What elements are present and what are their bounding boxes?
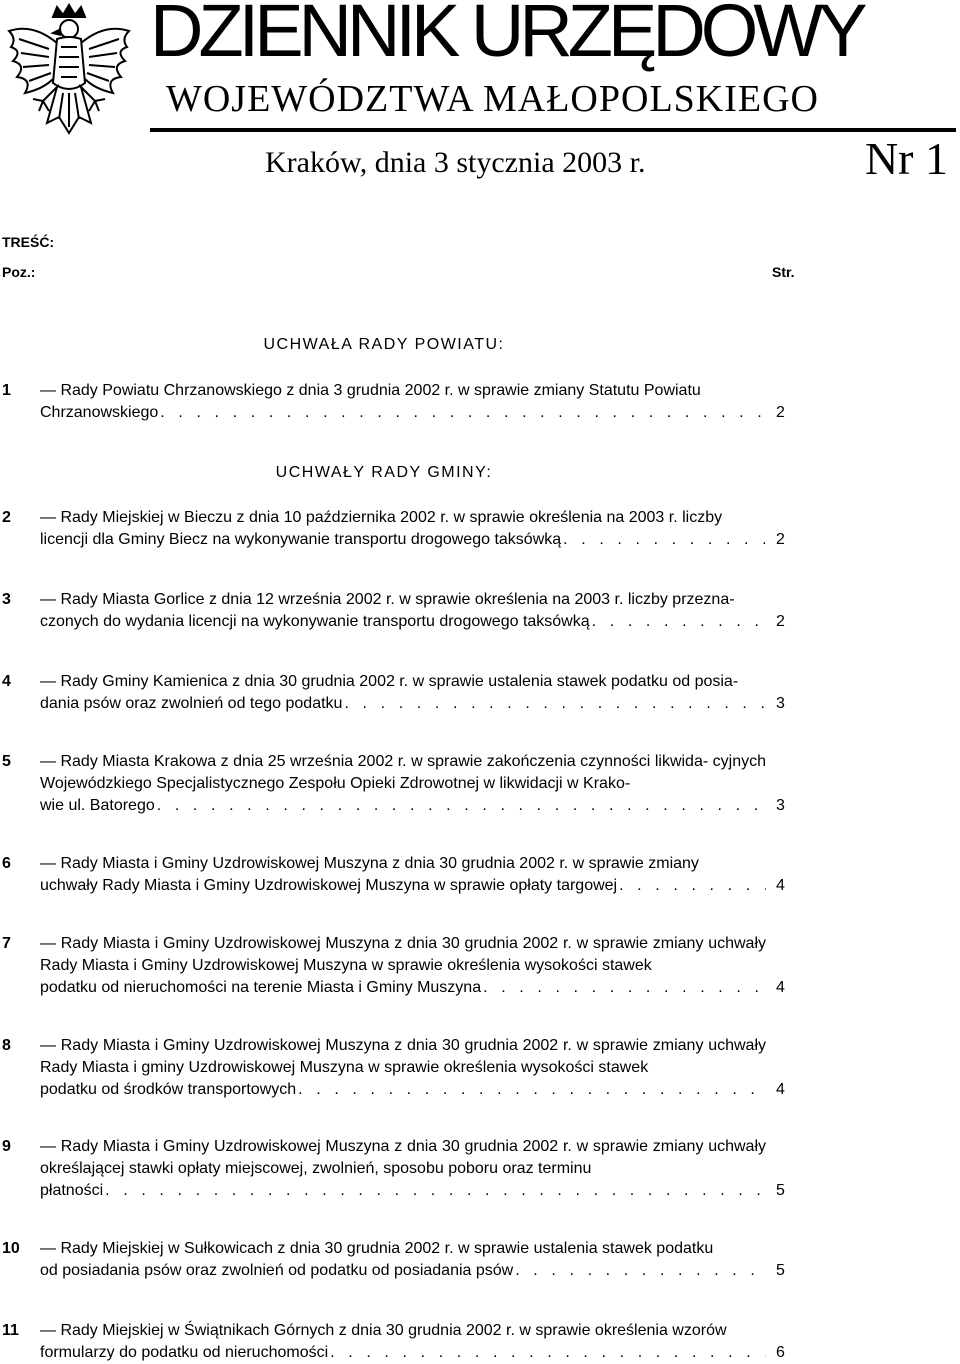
entry-number: 5 [2, 753, 11, 770]
leader-dots [344, 693, 766, 715]
leader-dots [160, 402, 766, 424]
section-heading: UCHWAŁA RADY POWIATU: [263, 336, 505, 353]
position-column-label: Poz.: [2, 264, 36, 280]
entry-page: 4 [776, 979, 785, 996]
entry-text-end: wie ul. Batorego [40, 797, 155, 814]
contents-label: TREŚĆ: [2, 234, 55, 250]
entry-text-end: podatku od środków transportowych [40, 1081, 297, 1098]
entry-number: 9 [2, 1138, 11, 1155]
entry-number: 10 [2, 1240, 20, 1257]
entry-text: — Rady Miejskiej w Sułkowicach z dnia 30 grudnia 2002 r. w sprawie ustalenia stawek podatku [40, 1240, 714, 1257]
entry-page: 3 [776, 695, 785, 712]
issue-number: Nr 1 [864, 133, 948, 184]
entry-text: — Rady Gminy Kamienica z dnia 30 grudnia 2002 r. w sprawie ustalenia stawek podatku od posia- [40, 673, 739, 690]
header-divider [150, 128, 956, 132]
entry-text-end: płatności [40, 1182, 104, 1199]
entry-text-end: od posiadania psów oraz zwolnień od podatku od posiadania psów [40, 1262, 514, 1279]
dateline: Kraków, dnia 3 stycznia 2003 r. [265, 146, 646, 179]
entry-text: — Rady Miasta i Gminy Uzdrowiskowej Muszyna z dnia 30 grudnia 2002 r. w sprawie zmiany uchwały Rady Miasta i gminy Uzdrowiskowej Muszyna w sprawie określenia wysokości stawek [40, 1037, 766, 1076]
entry-page: 2 [776, 613, 785, 630]
leader-dots [157, 795, 766, 817]
entry-number: 4 [2, 673, 11, 690]
entry-number: 8 [2, 1037, 11, 1054]
entry-page: 2 [776, 404, 785, 421]
entry-text-end: podatku od nieruchomości na terenie Miasta i Gminy Muszyna [40, 979, 482, 996]
entry-text: — Rady Miasta i Gminy Uzdrowiskowej Muszyna z dnia 30 grudnia 2002 r. w sprawie zmiany uchwały Rady Miasta i Gminy Uzdrowiskowej Muszyna w sprawie określenia wysokości stawek [40, 935, 766, 974]
toc-entry[interactable] [2, 1320, 785, 1364]
entry-text: — Rady Powiatu Chrzanowskiego z dnia 3 grudnia 2002 r. w sprawie zmiany Statutu Powiatu [40, 382, 701, 399]
entry-page: 5 [776, 1182, 785, 1199]
entry-page: 3 [776, 797, 785, 814]
entry-text-end: licencji dla Gminy Biecz na wykonywanie transportu drogowego taksówką [40, 531, 562, 548]
leader-dots [298, 1079, 766, 1101]
page-column-label: Str. [772, 264, 795, 280]
entry-number: 3 [2, 591, 11, 608]
toc-entry[interactable] [2, 589, 785, 633]
entry-number: 7 [2, 935, 11, 952]
toc-entry[interactable] [2, 1136, 785, 1202]
entry-text: — Rady Miasta Krakowa z dnia 25 września 2002 r. w sprawie zakończenia czynności likwida- cyjnych Wojewódzkiego Specjalistycznego Zespołu Opieki Zdrowotnej w likwidacji w Krako- [40, 753, 766, 792]
toc-entry[interactable] [2, 853, 785, 897]
leader-dots [483, 977, 766, 999]
entry-page: 6 [776, 1344, 785, 1361]
polish-eagle-emblem-icon [3, 3, 135, 151]
entry-text-end: formularzy do podatku od nieruchomości [40, 1344, 329, 1361]
toc-entry[interactable] [2, 1238, 785, 1282]
leader-dots [515, 1260, 766, 1282]
entry-page: 4 [776, 1081, 785, 1098]
leader-dots [105, 1180, 766, 1202]
leader-dots [619, 875, 766, 897]
entry-text: — Rady Miejskiej w Bieczu z dnia 10 października 2002 r. w sprawie określenia na 2003 r. liczby [40, 509, 723, 526]
toc-entry[interactable] [2, 751, 785, 817]
toc-entry[interactable] [2, 933, 785, 999]
entry-number: 11 [2, 1322, 19, 1339]
entry-page: 5 [776, 1262, 785, 1279]
entry-number: 1 [2, 382, 11, 399]
publication-subtitle: WOJEWÓDZTWA MAŁOPOLSKIEGO [166, 78, 819, 120]
leader-dots [592, 611, 766, 633]
entry-number: 2 [2, 509, 11, 526]
leader-dots [563, 529, 766, 551]
leader-dots [330, 1342, 766, 1364]
publication-title: DZIENNIK URZĘDOWY [150, 0, 863, 72]
toc-entry[interactable] [2, 1035, 785, 1101]
toc-entry[interactable] [2, 380, 785, 424]
entry-text: — Rady Miejskiej w Świątnikach Górnych z dnia 30 grudnia 2002 r. w sprawie określenia wzorów [40, 1322, 727, 1339]
entry-page: 4 [776, 877, 785, 894]
entry-text: — Rady Miasta i Gminy Uzdrowiskowej Muszyna z dnia 30 grudnia 2002 r. w sprawie zmiany [40, 855, 699, 872]
entry-text-end: dania psów oraz zwolnień od tego podatku [40, 695, 343, 712]
entry-page: 2 [776, 531, 785, 548]
toc-entry[interactable] [2, 671, 785, 715]
entry-text-end: Chrzanowskiego [40, 404, 159, 421]
entry-text-end: czonych do wydania licencji na wykonywanie transportu drogowego taksówką [40, 613, 590, 630]
entry-text-end: uchwały Rady Miasta i Gminy Uzdrowiskowej Muszyna w sprawie opłaty targowej [40, 877, 618, 894]
entry-text: — Rady Miasta Gorlice z dnia 12 września 2002 r. w sprawie określenia na 2003 r. liczby przezna- [40, 591, 735, 608]
entry-text: — Rady Miasta i Gminy Uzdrowiskowej Muszyna z dnia 30 grudnia 2002 r. w sprawie zmiany uchwały określającej stawki opłaty miejscowej, zwolnień, sposobu poboru oraz terminu [40, 1138, 766, 1177]
section-heading: UCHWAŁY RADY GMINY: [275, 464, 493, 481]
toc-entry[interactable] [2, 507, 785, 551]
entry-number: 6 [2, 855, 11, 872]
